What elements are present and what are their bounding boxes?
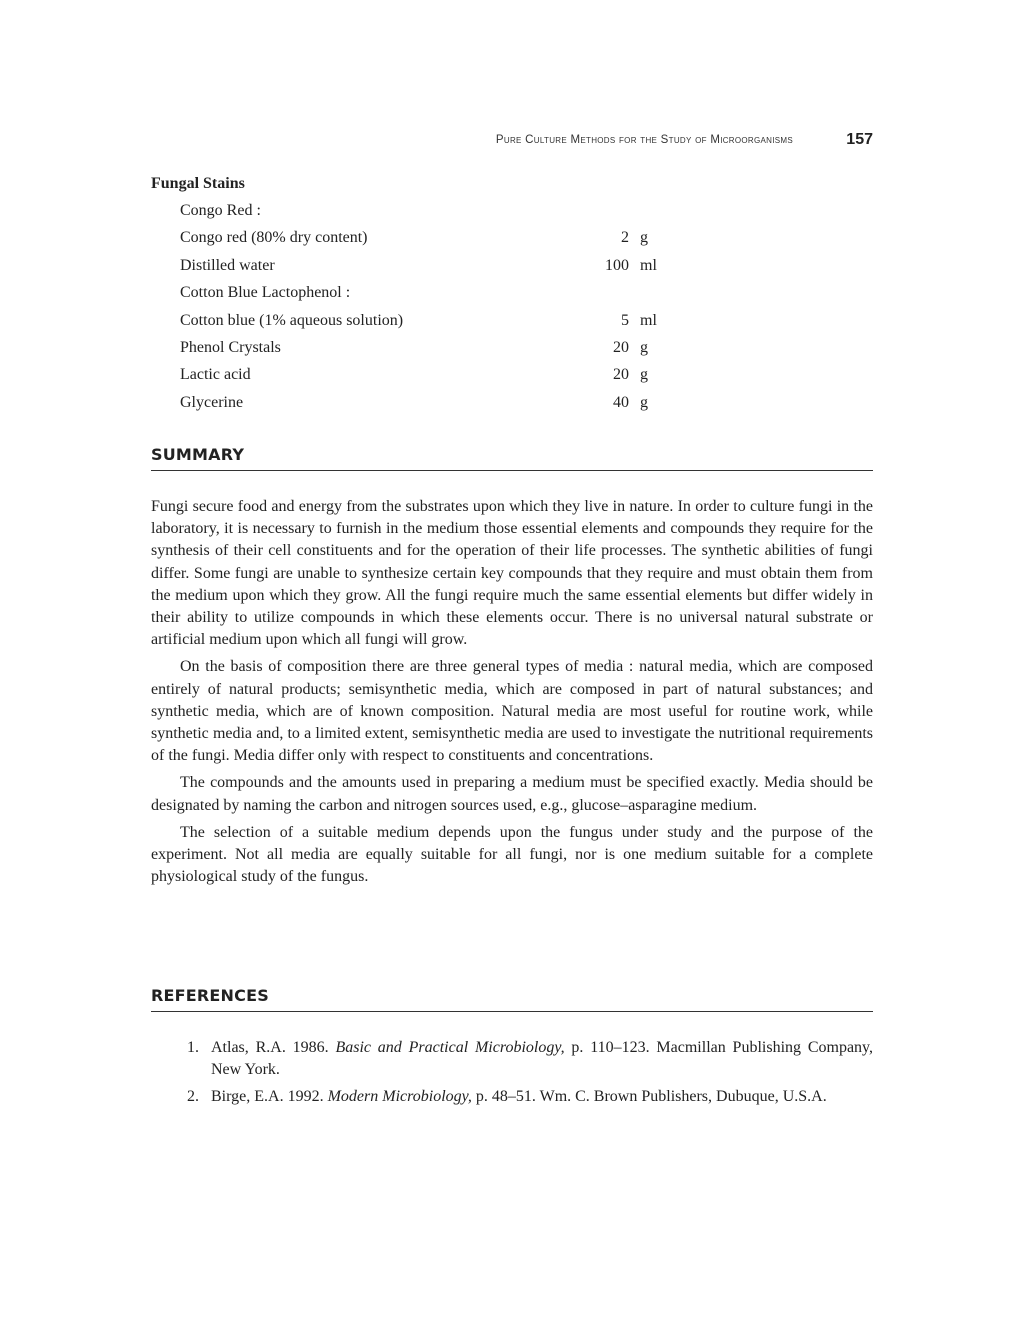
stain-amount: 40 (613, 393, 629, 411)
stain-amount: 20 (613, 366, 629, 384)
stain-unit: ml (640, 311, 657, 329)
stain-row (151, 283, 873, 310)
stain-row (151, 365, 873, 392)
summary-paragraph: The selection of a suitable medium depends upon the fungus under study and the purpose of the experiment. Not all media are equally suitable for all fungi, nor is one medium suitable for a complete physiological study of the fungus. (151, 823, 873, 886)
reference-authors: Atlas, R.A. 1986. (211, 1039, 336, 1056)
running-head-title: Pure Culture Methods for the Study of Microorganisms (495, 134, 793, 146)
reference-title: Modern Microbiology, (327, 1087, 472, 1105)
summary-body (151, 496, 873, 893)
stain-name: Congo Red : (180, 202, 261, 219)
stain-row (151, 228, 873, 255)
stain-unit: ml (640, 256, 657, 274)
references-heading: REFERENCES (151, 986, 873, 1012)
summary-paragraph: The compounds and the amounts used in preparing a medium must be specified exactly. Media should be designated by naming the carbon and nitrogen sources used, e.g., glucose–asparagine medium. (151, 774, 873, 814)
reference-details: p. 48–51. Wm. C. Brown Publishers, Dubuque, U.S.A. (471, 1087, 827, 1105)
stain-amount: 100 (605, 256, 629, 274)
stain-name: Cotton blue (1% aqueous solution) (180, 311, 404, 329)
stain-row (151, 256, 873, 283)
stain-row (151, 338, 873, 365)
page-number: 157 (846, 131, 873, 148)
reference-title: Basic and Practical Microbiology, (335, 1039, 565, 1056)
summary-paragraph: On the basis of composition there are three general types of media : natural media, which are composed entirely of natural products; semisynthetic media, which are composed in part of natural substances; and synthetic media, which are of known composition. Natural media are most useful for routine work, while synthetic media and, to a limited extent, semisynthetic media are used to investigate the nutritional requirements of the fungi. Media differ only with respect to constituents and concentrations. (151, 658, 873, 765)
reference-number: 1. (187, 1039, 199, 1056)
stain-name: Congo red (80% dry content) (180, 229, 368, 247)
stain-row (151, 393, 873, 420)
stain-name: Lactic acid (180, 366, 251, 384)
stain-unit: g (640, 229, 648, 247)
stain-name: Phenol Crystals (180, 338, 281, 356)
reference-authors: Birge, E.A. 1992. (211, 1087, 328, 1105)
references-list (151, 1037, 873, 1112)
fungal-stains-heading: Fungal Stains (151, 175, 245, 192)
stain-amount: 5 (621, 311, 629, 329)
stain-unit: g (640, 338, 648, 356)
stain-amount: 20 (613, 338, 629, 356)
stain-unit: g (640, 393, 648, 411)
stain-name: Glycerine (180, 393, 244, 411)
running-head (151, 131, 873, 153)
summary-heading: SUMMARY (151, 445, 873, 471)
summary-paragraph: Fungi secure food and energy from the substrates upon which they live in nature. In order to culture fungi in the laboratory, it is necessary to furnish in the medium those essential elements and compounds they require for the synthesis of their cell constituents and for the operation of their life processes. The synthetic abilities of fungi differ. Some fungi are unable to synthesize certain key compounds that they require and must obtain them from the medium upon which they grow. All the fungi require much the same essential elements but differ widely in their ability to utilize compounds in which these elements occur. There is no universal natural substrate or artificial medium upon which all fungi will grow. (151, 498, 873, 649)
stain-row (151, 201, 873, 228)
reference-item (151, 1086, 873, 1108)
reference-item (151, 1037, 873, 1082)
reference-details: p. 110–123. Macmillan Publishing Company, New York. (211, 1039, 873, 1079)
stain-row (151, 311, 873, 338)
stain-unit: g (640, 366, 648, 384)
stain-name: Cotton Blue Lactophenol : (180, 284, 351, 302)
reference-number: 2. (187, 1087, 199, 1105)
fungal-stains-block (151, 174, 873, 420)
stain-name: Distilled water (180, 256, 275, 274)
stain-amount: 2 (621, 229, 629, 247)
